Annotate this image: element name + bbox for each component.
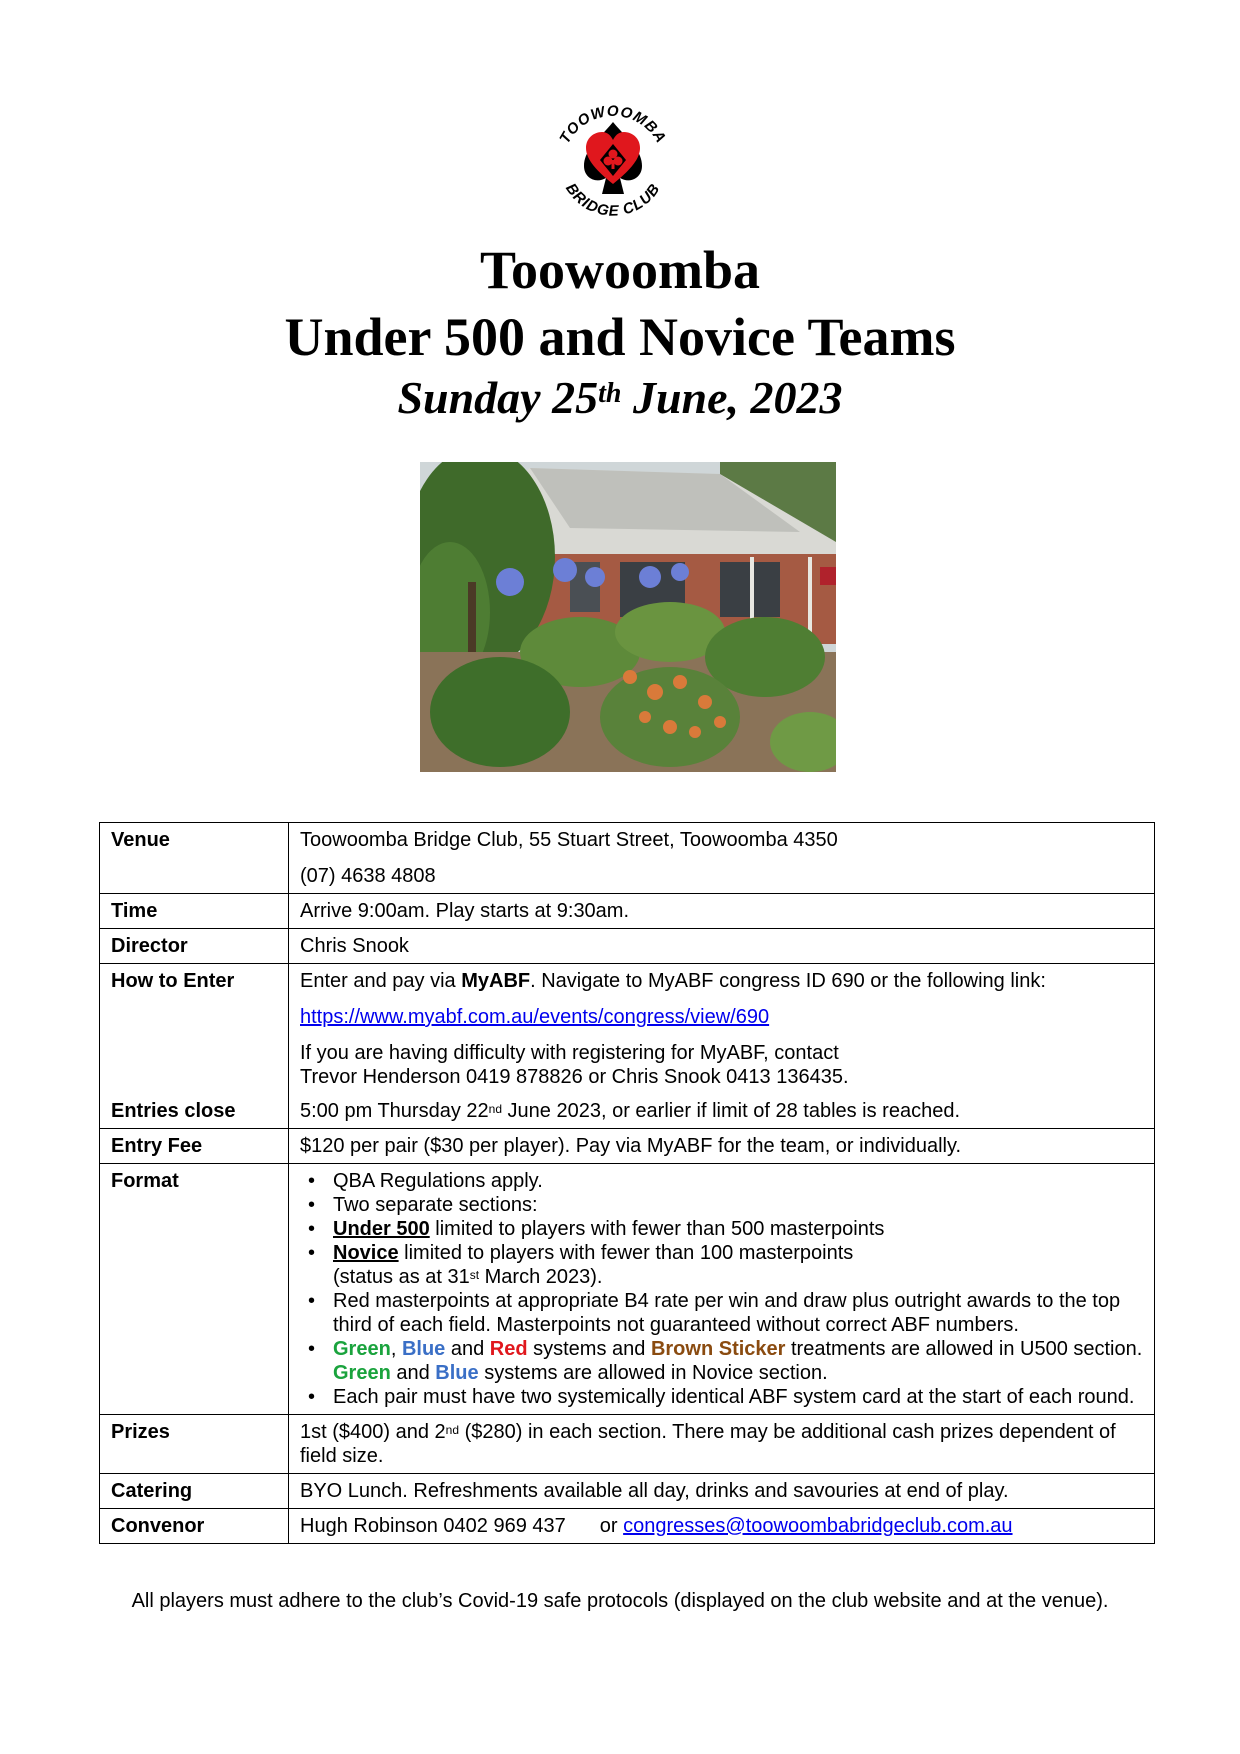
list-item: • Each pair must have two systemically identical ABF system card at the start of each round. xyxy=(322,1385,1143,1409)
list-item: • QBA Regulations apply. xyxy=(322,1169,1143,1193)
list-item: • Novice limited to players with fewer than 100 masterpoints (status as at 31st March 2023). xyxy=(322,1241,1143,1289)
list-item: • Under 500 limited to players with fewer than 500 masterpoints xyxy=(322,1217,1143,1241)
congress-link[interactable]: https://www.myabf.com.au/events/congress/view/690 xyxy=(300,1006,770,1028)
venue-value xyxy=(289,823,1155,894)
how-to-enter-row xyxy=(100,964,1155,1095)
logo-bottom-text: BRIDGE CLUB xyxy=(562,180,664,220)
entries-close-value: 5:00 pm Thursday 22nd June 2023, or earlier if limit of 28 tables is reached. xyxy=(289,1094,1155,1129)
time-row xyxy=(100,894,1155,929)
venue-phone: (07) 4638 4808 xyxy=(300,865,436,887)
director-label: Director xyxy=(100,929,289,964)
convenor-name: Hugh Robinson 0402 969 437 xyxy=(300,1515,566,1537)
format-value xyxy=(289,1164,1155,1415)
time-label: Time xyxy=(100,894,289,929)
format-list xyxy=(300,1169,1143,1409)
how-to-enter-value xyxy=(289,964,1155,1095)
title-line-1: Toowoomba xyxy=(479,240,761,300)
clubhouse-garden-photo xyxy=(420,462,836,772)
title-line-2: Under 500 and Novice Teams xyxy=(284,307,956,367)
covid-notice: All players must adhere to the club’s Covid-19 safe protocols (displayed on the club website and at the venue). xyxy=(131,1590,1109,1612)
club-logo xyxy=(548,94,678,224)
logo-top-text: TOOWOOMBA xyxy=(556,102,670,147)
convenor-email-link[interactable]: congresses@toowoombabridgeclub.com.au xyxy=(623,1515,1013,1537)
director-value: Chris Snook xyxy=(289,929,1155,964)
list-item: • Green, Blue and Red systems and Brown Sticker treatments are allowed in U500 section. Green and Blue systems are allowed in Novice section. xyxy=(322,1337,1143,1385)
venue-row xyxy=(100,823,1155,894)
catering-value: BYO Lunch. Refreshments available all day, drinks and savouries at end of play. xyxy=(289,1474,1155,1509)
director-row xyxy=(100,929,1155,964)
entry-fee-value: $120 per pair ($30 per player). Pay via MyABF for the team, or individually. xyxy=(289,1129,1155,1164)
prizes-value: 1st ($400) and 2nd ($280) in each section. There may be additional cash prizes dependent of field size. xyxy=(289,1415,1155,1474)
entries-close-label: Entries close xyxy=(100,1094,289,1129)
convenor-row xyxy=(100,1509,1155,1544)
list-item: • Two separate sections: xyxy=(322,1193,1143,1217)
prizes-label: Prizes xyxy=(100,1415,289,1474)
format-label: Format xyxy=(100,1164,289,1415)
event-info-table xyxy=(99,822,1155,1544)
enter-instructions: Enter and pay via MyABF. Navigate to MyABF congress ID 690 or the following link: xyxy=(300,970,1046,992)
how-to-enter-label: How to Enter xyxy=(100,964,289,1095)
venue-address: Toowoomba Bridge Club, 55 Stuart Street, Toowoomba 4350 xyxy=(300,829,838,851)
entry-fee-row xyxy=(100,1129,1155,1164)
list-item: • Red masterpoints at appropriate B4 rate per win and draw plus outright awards to the top third of each field. Masterpoints not guaranteed without correct ABF numbers. xyxy=(322,1289,1143,1337)
convenor-value: Hugh Robinson 0402 969 437 or congresses@toowoombabridgeclub.com.au xyxy=(289,1509,1155,1544)
entries-close-row xyxy=(100,1094,1155,1129)
entry-fee-label: Entry Fee xyxy=(100,1129,289,1164)
catering-row xyxy=(100,1474,1155,1509)
event-date: Sunday 25th June, 2023 xyxy=(397,372,843,423)
convenor-label: Convenor xyxy=(100,1509,289,1544)
time-value: Arrive 9:00am. Play starts at 9:30am. xyxy=(289,894,1155,929)
enter-help: If you are having difficulty with registering for MyABF, contact Trevor Henderson 0419 878826 or Chris Snook 0413 136435. xyxy=(300,1042,849,1088)
venue-label: Venue xyxy=(100,823,289,894)
catering-label: Catering xyxy=(100,1474,289,1509)
prizes-row xyxy=(100,1415,1155,1474)
format-row xyxy=(100,1164,1155,1415)
